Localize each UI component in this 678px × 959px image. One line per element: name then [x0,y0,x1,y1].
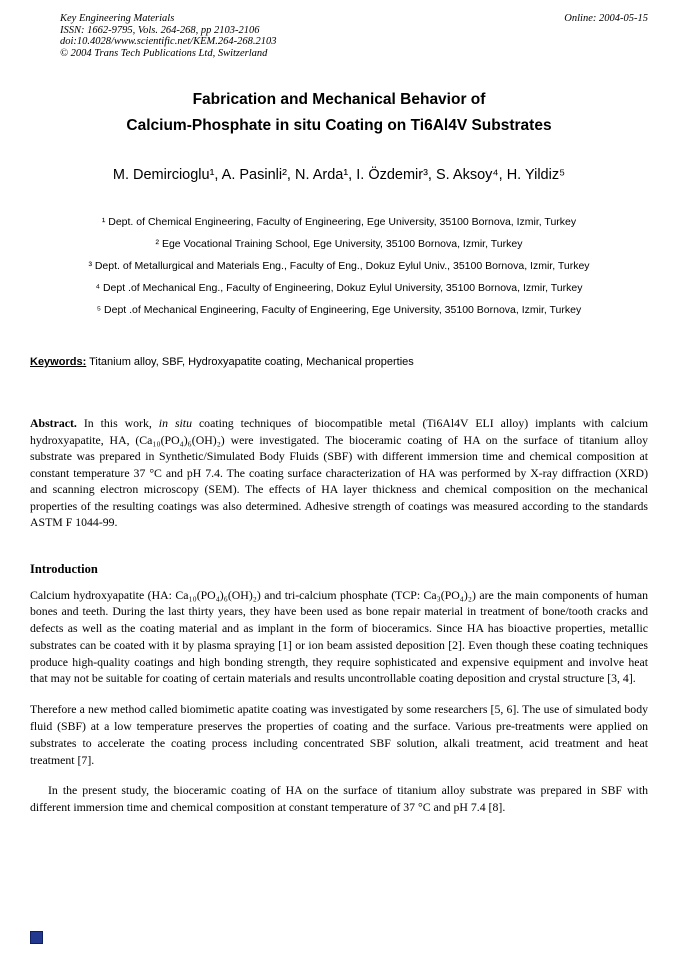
journal-header-left [60,13,277,59]
abstract-text-italic: in situ [158,416,192,430]
abstract-text-seg2: coating techniques of biocompatible metal (Ti6Al4V ELI alloy) implants with calcium hydroxyapatite, HA, (Ca₁₀(PO₄)₆(OH)₂) were investigated. The bioceramic coating of HA on the surface of titanium alloy substrate was prepared in Synthetic/Simulated Body Fluids (SBF) with different immersion time and chemical composition at constant temperature 37 °C and pH 7.4. The coating surface characterization of HA was performed by X-ray diffraction (XRD) and scanning electron microscopy (SEM). The effects of HA layer thickness and chemical composition on the mechanical properties of the resulting coatings was also determined. Adhesive strength of coatings was measured according to the standards ASTM F 1044-99. [30,416,648,529]
introduction-paragraph-3: In the present study, the bioceramic coating of HA on the surface of titanium alloy substrate was prepared in SBF with different immersion time and chemical composition at constant temperature of 37 °C and pH 7.4 [8]. [30,783,648,815]
paper-title-line1: Fabrication and Mechanical Behavior of [192,91,486,108]
affiliations-block [0,216,678,317]
corner-stamp-icon[interactable] [30,931,43,944]
journal-header [60,13,648,59]
affiliation-line: ¹ Dept. of Chemical Engineering, Faculty of Engineering, Ege University, 35100 Bornova, Izmir, Turkey [101,216,577,228]
doi-line: doi:10.4028/www.scientific.net/KEM.264-268.2103 [60,36,277,47]
affiliation-line: ² Ege Vocational Training School, Ege University, 35100 Bornova, Izmir, Turkey [155,238,523,250]
affiliation-line: ⁴ Dept .of Mechanical Eng., Faculty of Engineering, Dokuz Eylul University, 35100 Bornova, Izmir, Turkey [95,282,583,294]
keywords-text: Titanium alloy, SBF, Hydroxyapatite coating, Mechanical properties [86,356,414,368]
affiliation-line: ⁵ Dept .of Mechanical Engineering, Faculty of Engineering, Ege University, 35100 Bornova, Izmir, Turkey [96,304,582,316]
section-heading-introduction: Introduction [30,561,98,576]
introduction-paragraph-2: Therefore a new method called biomimetic apatite coating was investigated by some researchers [5, 6]. The use of simulated body fluid (SBF) at a low temperature preserves the properties of coating and the surface. Various pre-treatments were applied on substrates to accelerate the coating process including concentrated SBF solution, alkali treatment, acid treatment and heat treatment [7]. [30,702,648,767]
abstract-text-seg1: In this work, [76,416,159,430]
paper-title [0,87,678,139]
authors-line: M. Demircioglu¹, A. Pasinli², N. Arda¹, I. Özdemir³, S. Aksoy⁴, H. Yildiz⁵ [112,167,566,183]
abstract-label: Abstract. [30,416,77,430]
keywords-label: Keywords: [30,356,87,368]
abstract-paragraph [30,415,648,531]
introduction-paragraph-1: Calcium hydroxyapatite (HA: Ca₁₀(PO₄)₆(OH)₂) and tri-calcium phosphate (TCP: Ca₃(PO₄)₂) are the main components of human bones and teeth. During the last thirty years, they have been used as bone repair material in treatment of bone/tooth cracks and defects as well as the coating material and as implant in the form of bioceramics. Since HA has bioactive properties, metallic substrates can be coated with it by plasma spraying [1] or ion beam assisted deposition [2]. Even though these coating techniques produce high-quality coatings and high bonding strength, they require sophisticated and expensive equipment and involve heat that may not be suitable for coating of certain materials and results uncontrollable coating deposition and crystal structure [3, 4]. [30,587,648,686]
copyright-line: © 2004 Trans Tech Publications Ltd, Switzerland [60,47,268,59]
paper-title-line2: Calcium-Phosphate in situ Coating on Ti6Al4V Substrates [126,117,552,134]
issn-line: ISSN: 1662-9795, Vols. 264-268, pp 2103-2106 [60,24,260,36]
journal-name: Key Engineering Materials [60,13,175,24]
keywords-line [30,355,648,369]
online-date: Online: 2004-05-15 [564,13,648,24]
affiliation-line: ³ Dept. of Metallurgical and Materials Eng., Faculty of Eng., Dokuz Eylul Univ., 35100 Bornova, Izmir, Turkey [88,260,590,272]
